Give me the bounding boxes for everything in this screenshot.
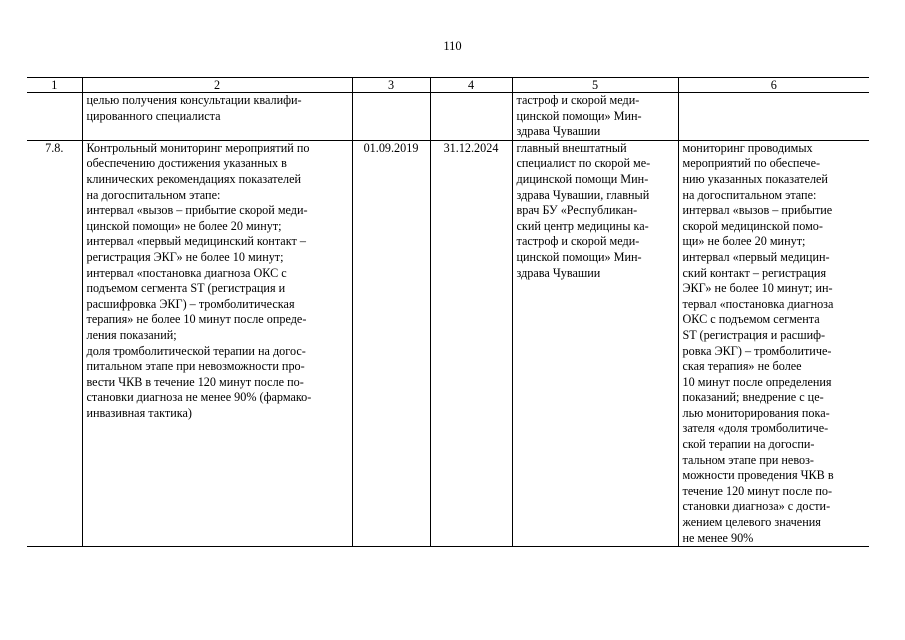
responsible-line: здрава Чувашии, главный (516, 187, 650, 202)
result-line: лью мониторирования пока- (682, 405, 830, 420)
cont-description-line: цированного специалиста (86, 108, 221, 123)
result-line: ЭКГ» не более 10 минут; ин- (682, 281, 833, 296)
result-line: 10 минут после определения (682, 374, 832, 389)
column-number-row (27, 78, 869, 93)
result-line: зателя «доля тромболитиче- (682, 421, 829, 436)
responsible-line: здрава Чувашии (516, 265, 601, 280)
result-line: мониторинг проводимых (682, 140, 813, 155)
result-line: становки диагноза» с дости- (682, 499, 831, 514)
row-description (82, 140, 352, 546)
cont-cell-end (430, 93, 512, 141)
continuation-row (27, 93, 869, 141)
description-line: становки диагноза не менее 90% (фармако- (86, 390, 312, 405)
description-line: интервал «постановка диагноза ОКС с (86, 265, 287, 280)
result-line: ровка ЭКГ) – тромболитиче- (682, 343, 832, 358)
cont-cell-description (82, 93, 352, 141)
cont-responsible-line: тастроф и скорой меди- (516, 93, 640, 107)
cont-cell-responsible (512, 93, 678, 141)
cont-responsible-line: здрава Чувашии (516, 124, 601, 139)
result-line: ский контакт – регистрация (682, 265, 827, 280)
description-line: интервал «вызов – прибытие скорой меди- (86, 203, 308, 218)
responsible-line: специалист по скорой ме- (516, 156, 651, 171)
cont-cell-number (27, 93, 82, 141)
result-line: течение 120 минут после по- (682, 483, 833, 498)
result-line: ST (регистрация и расшиф- (682, 327, 826, 342)
description-line: клинических рекомендациях показателей (86, 171, 302, 186)
row-responsible (512, 140, 678, 546)
result-line: нию указанных показателей (682, 171, 828, 186)
result-line: ОКС с подъемом сегмента (682, 312, 820, 327)
column-number-2: 2 (82, 78, 352, 93)
result-line: на догоспитальном этапе: (682, 187, 817, 202)
start-date: 01.09.2019 (352, 140, 430, 546)
description-line: доля тромболитической терапии на догос- (86, 343, 306, 358)
responsible-line: ский центр медицины ка- (516, 218, 649, 233)
result-line: жением целевого значения (682, 515, 821, 530)
result-line: тервал «постановка диагноза (682, 296, 834, 311)
responsible-line: тастроф и скорой меди- (516, 234, 640, 249)
table-row (27, 140, 869, 546)
description-line: обеспечению достижения указанных в (86, 156, 287, 171)
cont-cell-start (352, 93, 430, 141)
description-line: инвазивная тактика) (86, 405, 192, 420)
description-line: вести ЧКВ в течение 120 минут после по- (86, 374, 304, 389)
column-number-1: 1 (27, 78, 82, 93)
result-line: не менее 90% (682, 530, 754, 545)
result-line: скорой медицинской помо- (682, 218, 823, 233)
result-line: интервал «вызов – прибытие (682, 203, 833, 218)
description-line: расшифровка ЭКГ) – тромболитическая (86, 296, 295, 311)
description-line: цинской помощи» не более 20 минут; (86, 218, 282, 233)
responsible-line: главный внештатный (516, 140, 627, 155)
cont-responsible-line: цинской помощи» Мин- (516, 108, 642, 123)
result-line: тальном этапе при невоз- (682, 452, 814, 467)
end-date: 31.12.2024 (430, 140, 512, 546)
responsible-line: дицинской помощи Мин- (516, 171, 649, 186)
result-line: можности проведения ЧКВ в (682, 468, 834, 483)
responsible-line: цинской помощи» Мин- (516, 249, 642, 264)
responsible-line: врач БУ «Республикан- (516, 203, 638, 218)
result-line: ской терапии на догоспи- (682, 437, 815, 452)
row-number: 7.8. (27, 140, 82, 546)
description-line: подъемом сегмента ST (регистрация и (86, 281, 286, 296)
description-line: ления показаний; (86, 327, 177, 342)
description-line: Контрольный мониторинг мероприятий по (86, 140, 310, 155)
result-line: мероприятий по обеспече- (682, 156, 821, 171)
result-line: показаний; внедрение с це- (682, 390, 824, 405)
result-line: щи» не более 20 минут; (682, 234, 806, 249)
description-line: регистрация ЭКГ» не более 10 минут; (86, 249, 284, 264)
cont-cell-result (678, 93, 869, 141)
plan-table (27, 77, 869, 547)
description-line: питальном этапе при невозможности про- (86, 359, 305, 374)
page-number: 110 (443, 39, 462, 53)
description-line: интервал «первый медицинский контакт – (86, 234, 306, 249)
column-number-6: 6 (678, 78, 869, 93)
description-line: на догоспитальном этапе: (86, 187, 221, 202)
description-line: терапия» не более 10 минут после опреде- (86, 312, 307, 327)
result-line: интервал «первый медицин- (682, 249, 830, 264)
column-number-4: 4 (430, 78, 512, 93)
row-result (678, 140, 869, 546)
column-number-3: 3 (352, 78, 430, 93)
column-number-5: 5 (512, 78, 678, 93)
result-line: ская терапия» не более (682, 359, 802, 374)
cont-description-line: целью получения консультации квалифи- (86, 93, 302, 107)
